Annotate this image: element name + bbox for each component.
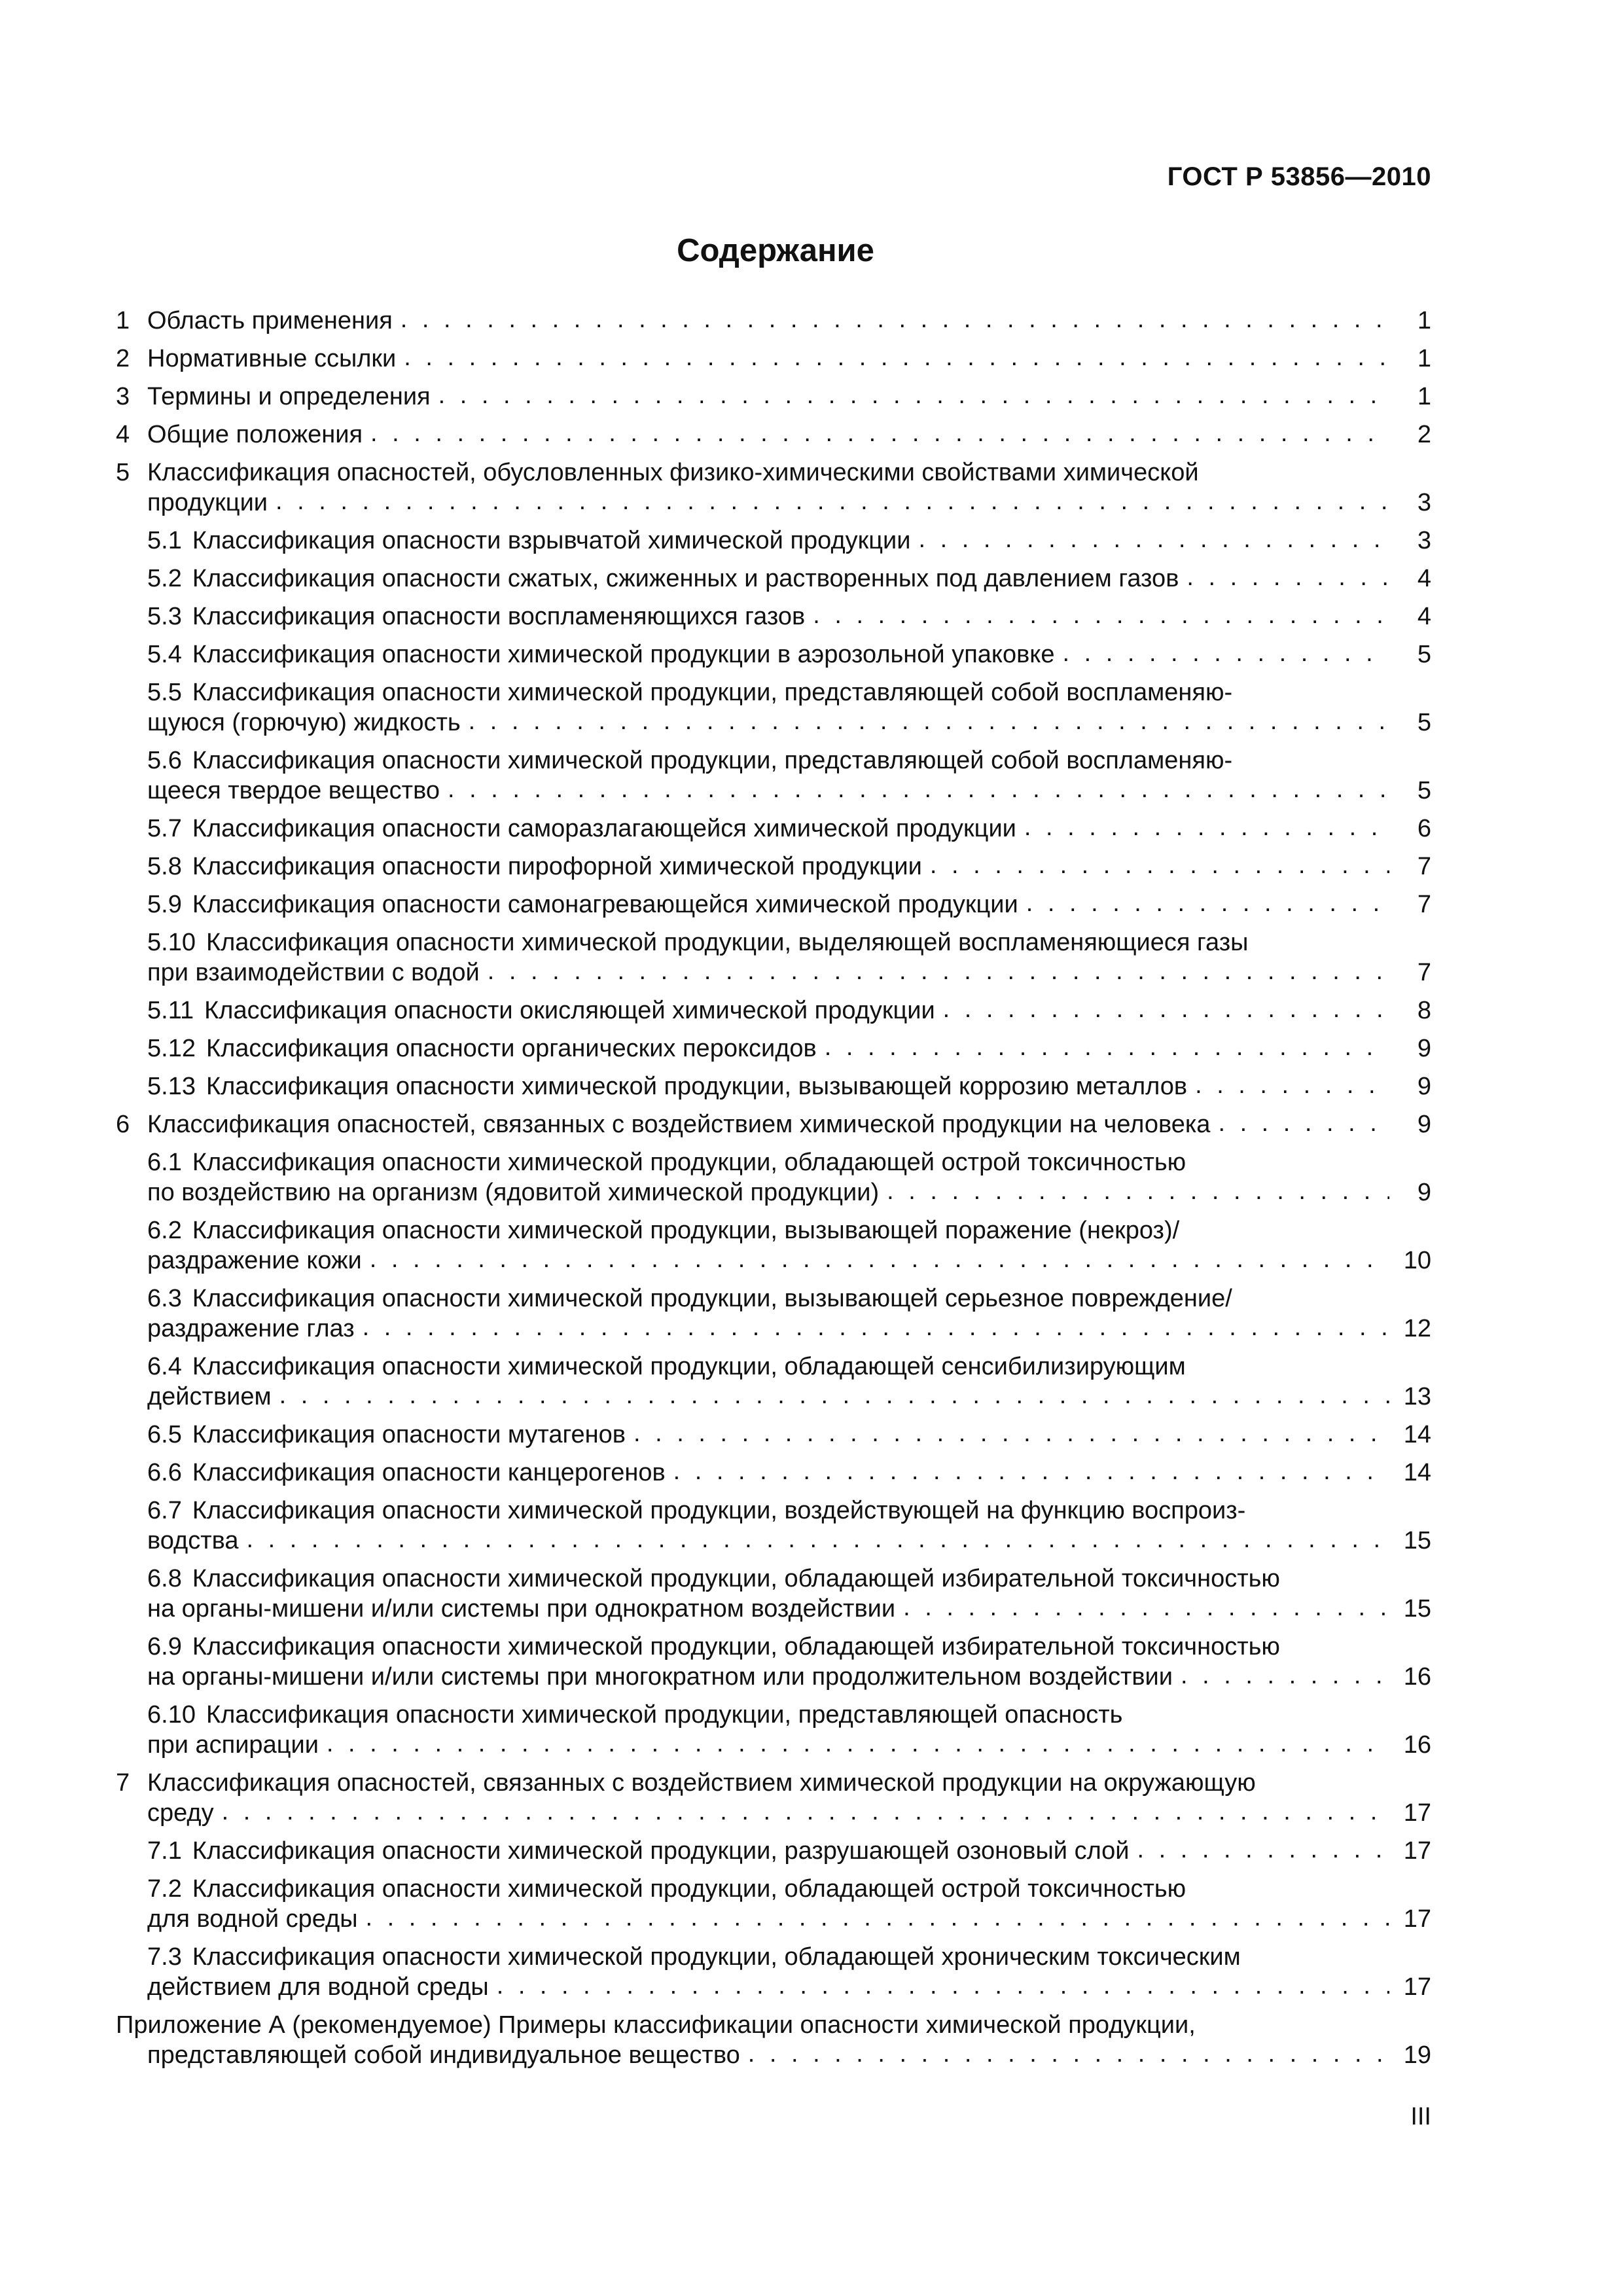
toc-entry-page: 1 — [1417, 307, 1431, 334]
toc-entry-title: Классификация опасности мутагенов — [192, 1421, 626, 1448]
toc-entry-number: 5 — [116, 459, 130, 486]
dot-leader — [930, 850, 1389, 880]
toc-entry-page: 17 — [1403, 1837, 1431, 1865]
toc-entry-number: 6 — [116, 1111, 130, 1138]
dot-leader — [404, 342, 1389, 372]
toc-entry-number: 5.7 — [147, 815, 182, 842]
toc-entry-title: Классификация опасности воспламеняющихся газов — [192, 603, 806, 630]
toc-entry-number: 5.10 — [147, 929, 196, 956]
toc-entry[interactable] — [116, 889, 1431, 920]
toc-entry-title: Классификация опасности химической продукции в аэрозольной упаковке — [192, 641, 1055, 668]
toc-entry-number: 7 — [116, 1769, 130, 1797]
toc-entry-page: 9 — [1417, 1111, 1431, 1138]
toc-entry[interactable] — [116, 601, 1431, 632]
dot-leader — [1218, 1108, 1389, 1138]
toc-entry-page: 5 — [1417, 777, 1431, 804]
toc-entry[interactable] — [116, 1147, 1431, 1208]
toc-entry-page: 3 — [1417, 527, 1431, 554]
toc-entry-title: действием для водной среды — [147, 1973, 489, 2001]
toc-entry-title: Классификация опасности химической продукции, обладающей острой токсичностью — [192, 1875, 1186, 1903]
toc-entry-number: 5.11 — [147, 997, 194, 1024]
toc-entry-number: 5.5 — [147, 679, 182, 706]
toc-entry-title: по воздействию на организм (ядовитой химической продукции) — [147, 1179, 880, 1206]
toc-entry-title: Классификация опасности сжатых, сжиженных и растворенных под давлением газов — [192, 565, 1179, 592]
toc-entry[interactable] — [116, 745, 1431, 806]
toc-entry-title: при аспирации — [147, 1731, 319, 1759]
toc-entry-title: представляющей собой индивидуальное вещество — [147, 2041, 740, 2069]
toc-entry-number: 5.12 — [147, 1035, 196, 1062]
toc-entry-number: 5.9 — [147, 891, 182, 918]
toc-entry-title: действием — [147, 1383, 272, 1410]
page-title: Содержание — [677, 233, 874, 268]
toc-entry[interactable] — [116, 526, 1431, 556]
toc-entry-title: щуюся (горючую) жидкость — [147, 709, 461, 736]
toc-entry-title: Классификация опасности химической продукции, выделяющей воспламеняющиеся газы — [205, 929, 1249, 956]
toc-entry-page: 17 — [1403, 1973, 1431, 2001]
dot-leader — [497, 1971, 1389, 2001]
toc-entry[interactable] — [116, 927, 1431, 988]
dot-leader — [813, 600, 1389, 630]
toc-entry-page: 1 — [1417, 345, 1431, 372]
toc-entry-title: Классификация опасности химической продукции, обладающей избирательной токсичностью — [192, 1633, 1280, 1660]
dot-leader — [438, 380, 1389, 410]
toc-entry[interactable] — [116, 457, 1431, 518]
toc-entry[interactable] — [116, 1215, 1431, 1276]
document-code: ГОСТ Р 53856—2010 — [1167, 162, 1431, 191]
toc-entry-title: Классификация опасности химической продукции, представляющей собой воспламеняю- — [192, 747, 1233, 774]
toc-entry-number: 5.13 — [147, 1073, 196, 1100]
dot-leader — [363, 1312, 1389, 1342]
dot-leader — [825, 1032, 1389, 1062]
toc-entry-page: 13 — [1403, 1383, 1431, 1410]
toc-entry[interactable] — [116, 2010, 1431, 2070]
toc-entry-number: 7.2 — [147, 1875, 182, 1903]
toc-entry-number: 3 — [116, 383, 130, 410]
toc-entry-title: Классификация опасности органических пероксидов — [205, 1035, 817, 1062]
toc-entry-number: 5.6 — [147, 747, 182, 774]
dot-leader — [401, 304, 1389, 334]
toc-entry-number: 5.3 — [147, 603, 182, 630]
dot-leader — [276, 486, 1389, 516]
toc-entry[interactable] — [116, 1109, 1431, 1139]
dot-leader — [1062, 638, 1389, 668]
toc-entry-page: 3 — [1417, 489, 1431, 516]
toc-entry-title: на органы-мишени и/или системы при однократном воздействии — [147, 1595, 896, 1623]
toc-entry-page: 7 — [1417, 891, 1431, 918]
toc-entry-number: 6.3 — [147, 1285, 182, 1312]
toc-entry-title: Классификация опасности химической продукции, вызывающей поражение (некроз)/ — [192, 1217, 1180, 1244]
toc-entry-title: Классификация опасности химической продукции, вызывающей серьезное повреждение/ — [192, 1285, 1232, 1312]
toc-entry[interactable] — [116, 382, 1431, 412]
toc-entry[interactable] — [116, 1071, 1431, 1102]
dot-leader — [1026, 888, 1389, 918]
toc-entry[interactable] — [116, 1283, 1431, 1344]
toc-entry-number: 6.5 — [147, 1421, 182, 1448]
dot-leader — [247, 1524, 1389, 1554]
toc-entry-number: 6.10 — [147, 1701, 196, 1729]
page-number: III — [1410, 2103, 1431, 2130]
toc-entry-number: 6.1 — [147, 1149, 182, 1176]
toc-entry-title: Классификация опасности химической продукции, обладающей хроническим токсическим — [192, 1943, 1241, 1971]
toc-entry-title: Классификация опасности химической продукции, обладающей сенсибилизирующим — [192, 1353, 1186, 1380]
toc-entry[interactable] — [116, 639, 1431, 670]
toc-entry-page: 2 — [1417, 421, 1431, 448]
toc-entry-title: продукции — [147, 489, 268, 516]
toc-entry-page: 15 — [1403, 1527, 1431, 1554]
toc-entry-page: 16 — [1403, 1663, 1431, 1691]
toc-entry-page: 4 — [1417, 565, 1431, 592]
toc-entry-page: 14 — [1403, 1421, 1431, 1448]
toc-entry-title: раздражение кожи — [147, 1247, 362, 1274]
toc-entry[interactable] — [116, 677, 1431, 738]
toc-entry-page: 12 — [1403, 1315, 1431, 1342]
dot-leader — [633, 1418, 1389, 1448]
toc-entry-number: 5.1 — [147, 527, 182, 554]
toc-entry-page: 19 — [1403, 2041, 1431, 2069]
dot-leader — [370, 1244, 1389, 1274]
dot-leader — [673, 1456, 1389, 1486]
toc-entry-title: Классификация опасности канцерогенов — [192, 1459, 666, 1486]
toc-entry-number: 5.8 — [147, 853, 182, 880]
toc-entry-title: Классификация опасности самонагревающейся химической продукции — [192, 891, 1018, 918]
dot-leader — [1195, 1070, 1389, 1100]
toc-entry-title: Классификация опасностей, связанных с воздействием химической продукции на человека — [147, 1111, 1211, 1138]
toc-entry-page: 4 — [1417, 603, 1431, 630]
toc-entry[interactable] — [116, 996, 1431, 1026]
toc-entry-title: щееся твердое вещество — [147, 777, 440, 804]
toc-entry-title: Классификация опасности окисляющей химической продукции — [204, 997, 935, 1024]
toc-entry-title: Классификация опасности химической продукции, обладающей острой токсичностью — [192, 1149, 1186, 1176]
toc-entry[interactable] — [116, 1496, 1431, 1556]
dot-leader — [887, 1176, 1389, 1206]
toc-entry-page: 1 — [1417, 383, 1431, 410]
toc-entry[interactable] — [116, 1700, 1431, 1760]
dot-leader — [279, 1380, 1389, 1410]
toc-entry-title: среду — [147, 1799, 214, 1827]
toc-entry[interactable] — [116, 1033, 1431, 1064]
toc-entry-title: Классификация опасностей, связанных с воздействием химической продукции на окружающую — [147, 1769, 1256, 1797]
toc-entry-title: на органы-мишени и/или системы при многократном или продолжительном воздействии — [147, 1663, 1173, 1691]
dot-leader — [1024, 812, 1389, 842]
toc-entry-page: 17 — [1403, 1905, 1431, 1933]
toc-entry-title: Классификация опасности химической продукции, воздействующей на функцию воспроиз- — [192, 1497, 1246, 1524]
toc-entry-number: 6.7 — [147, 1497, 182, 1524]
toc-entry-title: Классификация опасности химической продукции, разрушающей озоновый слой — [192, 1837, 1130, 1865]
toc-entry-number: 6.2 — [147, 1217, 182, 1244]
toc-entry-title: водства — [147, 1527, 239, 1554]
dot-leader — [469, 706, 1389, 736]
toc-entry-title: раздражение глаз — [147, 1315, 355, 1342]
toc-entry-number: 4 — [116, 421, 130, 448]
dot-leader — [903, 1592, 1389, 1623]
toc-entry[interactable] — [116, 814, 1431, 844]
dot-leader — [1181, 1660, 1389, 1691]
toc-entry[interactable] — [116, 420, 1431, 450]
toc-entry-page: 9 — [1417, 1035, 1431, 1062]
toc-entry-title: Нормативные ссылки — [147, 345, 397, 372]
toc-entry-title: Термины и определения — [147, 383, 431, 410]
dot-leader — [1137, 1835, 1389, 1865]
toc-entry-page: 7 — [1417, 853, 1431, 880]
toc-entry-number: 7.1 — [147, 1837, 182, 1865]
dot-leader — [488, 956, 1389, 986]
toc-entry-title: Классификация опасностей, обусловленных физико-химическими свойствами химической — [147, 459, 1199, 486]
toc-entry-title: Приложение А (рекомендуемое) Примеры классификации опасности химической продукции, — [116, 2011, 1196, 2039]
dot-leader — [327, 1729, 1389, 1759]
toc-entry-page: 9 — [1417, 1179, 1431, 1206]
toc-entry-title: для водной среды — [147, 1905, 358, 1933]
toc-entry[interactable] — [116, 1564, 1431, 1624]
toc-entry[interactable] — [116, 306, 1431, 336]
toc-entry-number: 2 — [116, 345, 130, 372]
toc-entry-number: 7.3 — [147, 1943, 182, 1971]
dot-leader — [748, 2039, 1389, 2069]
toc-entry-title: Классификация опасности взрывчатой химической продукции — [192, 527, 911, 554]
toc-entry[interactable] — [116, 1458, 1431, 1488]
toc-entry-page: 9 — [1417, 1073, 1431, 1100]
toc-entry[interactable] — [116, 1874, 1431, 1934]
toc-entry-page: 15 — [1403, 1595, 1431, 1623]
dot-leader — [366, 1903, 1389, 1933]
toc-entry-page: 5 — [1417, 709, 1431, 736]
toc-entry-title: Область применения — [147, 307, 393, 334]
dot-leader — [1186, 562, 1389, 592]
dot-leader — [222, 1797, 1389, 1827]
toc-entry[interactable] — [116, 852, 1431, 882]
toc-entry-page: 6 — [1417, 815, 1431, 842]
toc-entry-title: Классификация опасности химической продукции, обладающей избирательной токсичностью — [192, 1565, 1280, 1592]
toc-entry-page: 10 — [1403, 1247, 1431, 1274]
toc-entry-title: Классификация опасности химической продукции, представляющей собой воспламеняю- — [192, 679, 1233, 706]
toc-entry-page: 5 — [1417, 641, 1431, 668]
toc-entry-number: 1 — [116, 307, 130, 334]
toc-entry-page: 8 — [1417, 997, 1431, 1024]
toc-entry-page: 17 — [1403, 1799, 1431, 1827]
toc-entry[interactable] — [116, 1352, 1431, 1412]
toc-entry-title: Классификация опасности химической продукции, представляющей опасность — [205, 1701, 1123, 1729]
toc-entry[interactable] — [116, 564, 1431, 594]
toc-entry-number: 6.8 — [147, 1565, 182, 1592]
table-of-contents — [116, 306, 1431, 2078]
toc-entry-page: 16 — [1403, 1731, 1431, 1759]
toc-entry-number: 6.6 — [147, 1459, 182, 1486]
dot-leader — [448, 774, 1389, 804]
dot-leader — [918, 524, 1389, 554]
toc-entry[interactable] — [116, 344, 1431, 374]
toc-entry-number: 5.4 — [147, 641, 182, 668]
toc-entry[interactable] — [116, 1768, 1431, 1828]
toc-entry[interactable] — [116, 1420, 1431, 1450]
toc-entry-page: 14 — [1403, 1459, 1431, 1486]
toc-entry-number: 6.4 — [147, 1353, 182, 1380]
dot-leader — [370, 418, 1389, 448]
toc-entry-title: Общие положения — [147, 421, 363, 448]
toc-entry-title: Классификация опасности пирофорной химической продукции — [192, 853, 922, 880]
toc-entry-number: 6.9 — [147, 1633, 182, 1660]
toc-entry[interactable] — [116, 1836, 1431, 1866]
toc-entry-title: Классификация опасности саморазлагающейся химической продукции — [192, 815, 1016, 842]
toc-entry[interactable] — [116, 1942, 1431, 2002]
toc-entry-number: 5.2 — [147, 565, 182, 592]
toc-entry-title: Классификация опасности химической продукции, вызывающей коррозию металлов — [205, 1073, 1188, 1100]
toc-entry[interactable] — [116, 1632, 1431, 1692]
dot-leader — [943, 994, 1389, 1024]
toc-entry-page: 7 — [1417, 959, 1431, 986]
toc-entry-title: при взаимодействии с водой — [147, 959, 480, 986]
